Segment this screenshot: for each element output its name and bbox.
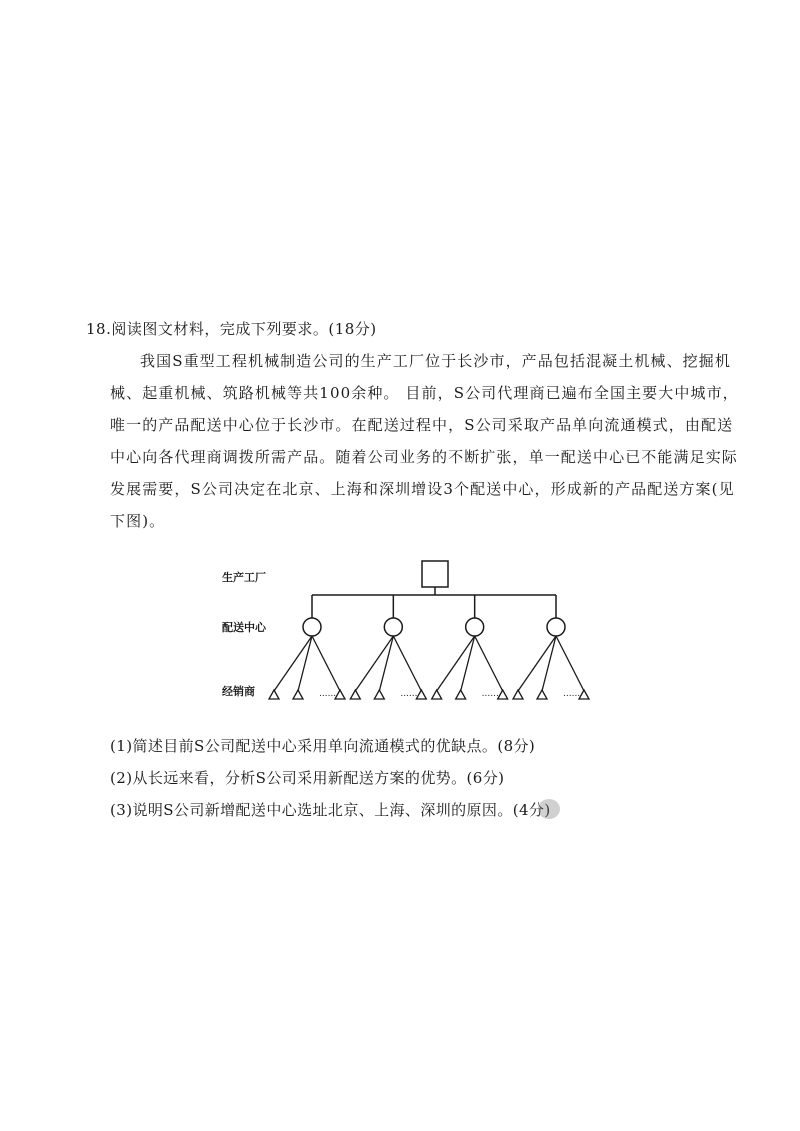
dealer-triangle	[416, 690, 426, 699]
distribution-center-circle	[547, 618, 565, 636]
dealer-triangle	[269, 690, 279, 699]
dealer-triangle	[374, 690, 384, 699]
dealer-link-line	[355, 636, 393, 691]
dealer-label: 经销商	[222, 685, 255, 698]
dealer-link-line	[274, 636, 312, 691]
factory-label: 生产工厂	[222, 571, 266, 584]
dealer-ellipsis: ......	[481, 689, 499, 699]
dealer-link-line	[461, 636, 475, 691]
paragraph-line: 中心向各代理商调拨所需产品。随着公司业务的不断扩张，单一配送中心已不能满足实际	[110, 448, 738, 466]
dealer-link-line	[379, 636, 393, 691]
dealer-link-line	[298, 636, 312, 691]
dealer-link-line	[556, 636, 584, 691]
dealer-triangle	[293, 690, 303, 699]
paragraph-line: 下图)。	[110, 512, 166, 530]
dealer-link-line	[393, 636, 421, 691]
factory-box	[422, 561, 448, 587]
distribution-center-label: 配送中心	[222, 621, 266, 634]
dealer-ellipsis: ......	[319, 689, 337, 699]
sub-question-3: (3)说明S公司新增配送中心选址北京、上海、深圳的原因。(4分)	[110, 801, 551, 819]
paragraph-line: 发展需要，S公司决定在北京、上海和深圳增设3个配送中心，形成新的产品配送方案(见	[110, 480, 735, 498]
distribution-center-circle	[384, 618, 402, 636]
dealer-triangle	[335, 690, 345, 699]
dealer-triangle	[456, 690, 466, 699]
sub-question-1: (1)简述目前S公司配送中心采用单向流通模式的优缺点。(8分)	[110, 737, 536, 755]
dealer-ellipsis: ......	[563, 689, 581, 699]
dealer-triangle	[537, 690, 547, 699]
dealer-link-line	[437, 636, 475, 691]
dealer-triangle	[579, 690, 589, 699]
distribution-diagram	[200, 545, 620, 715]
ink-smudge	[538, 799, 560, 819]
sub-question-2: (2)从长远来看，分析S公司采用新配送方案的优势。(6分)	[110, 769, 505, 787]
dealer-link-line	[475, 636, 503, 691]
paragraph-line: 我国S重型工程机械制造公司的生产工厂位于长沙市，产品包括混凝土机械、挖掘机	[140, 352, 731, 370]
dealer-triangle	[513, 690, 523, 699]
question-title: 18.阅读图文材料，完成下列要求。(18分)	[86, 320, 377, 338]
distribution-center-circle	[466, 618, 484, 636]
distribution-centers	[269, 595, 589, 699]
dealer-link-line	[518, 636, 556, 691]
dealer-triangle	[350, 690, 360, 699]
dealer-triangle	[432, 690, 442, 699]
dealer-ellipsis: ......	[400, 689, 418, 699]
dealer-link-line	[312, 636, 340, 691]
paragraph-line: 械、起重机械、筑路机械等共100余种。 目前，S公司代理商已遍布全国主要大中城市，	[110, 384, 739, 402]
dealer-link-line	[542, 636, 556, 691]
dealer-triangle	[498, 690, 508, 699]
paragraph-line: 唯一的产品配送中心位于长沙市。在配送过程中，S公司采取产品单向流通模式，由配送	[110, 416, 734, 434]
distribution-center-circle	[303, 618, 321, 636]
